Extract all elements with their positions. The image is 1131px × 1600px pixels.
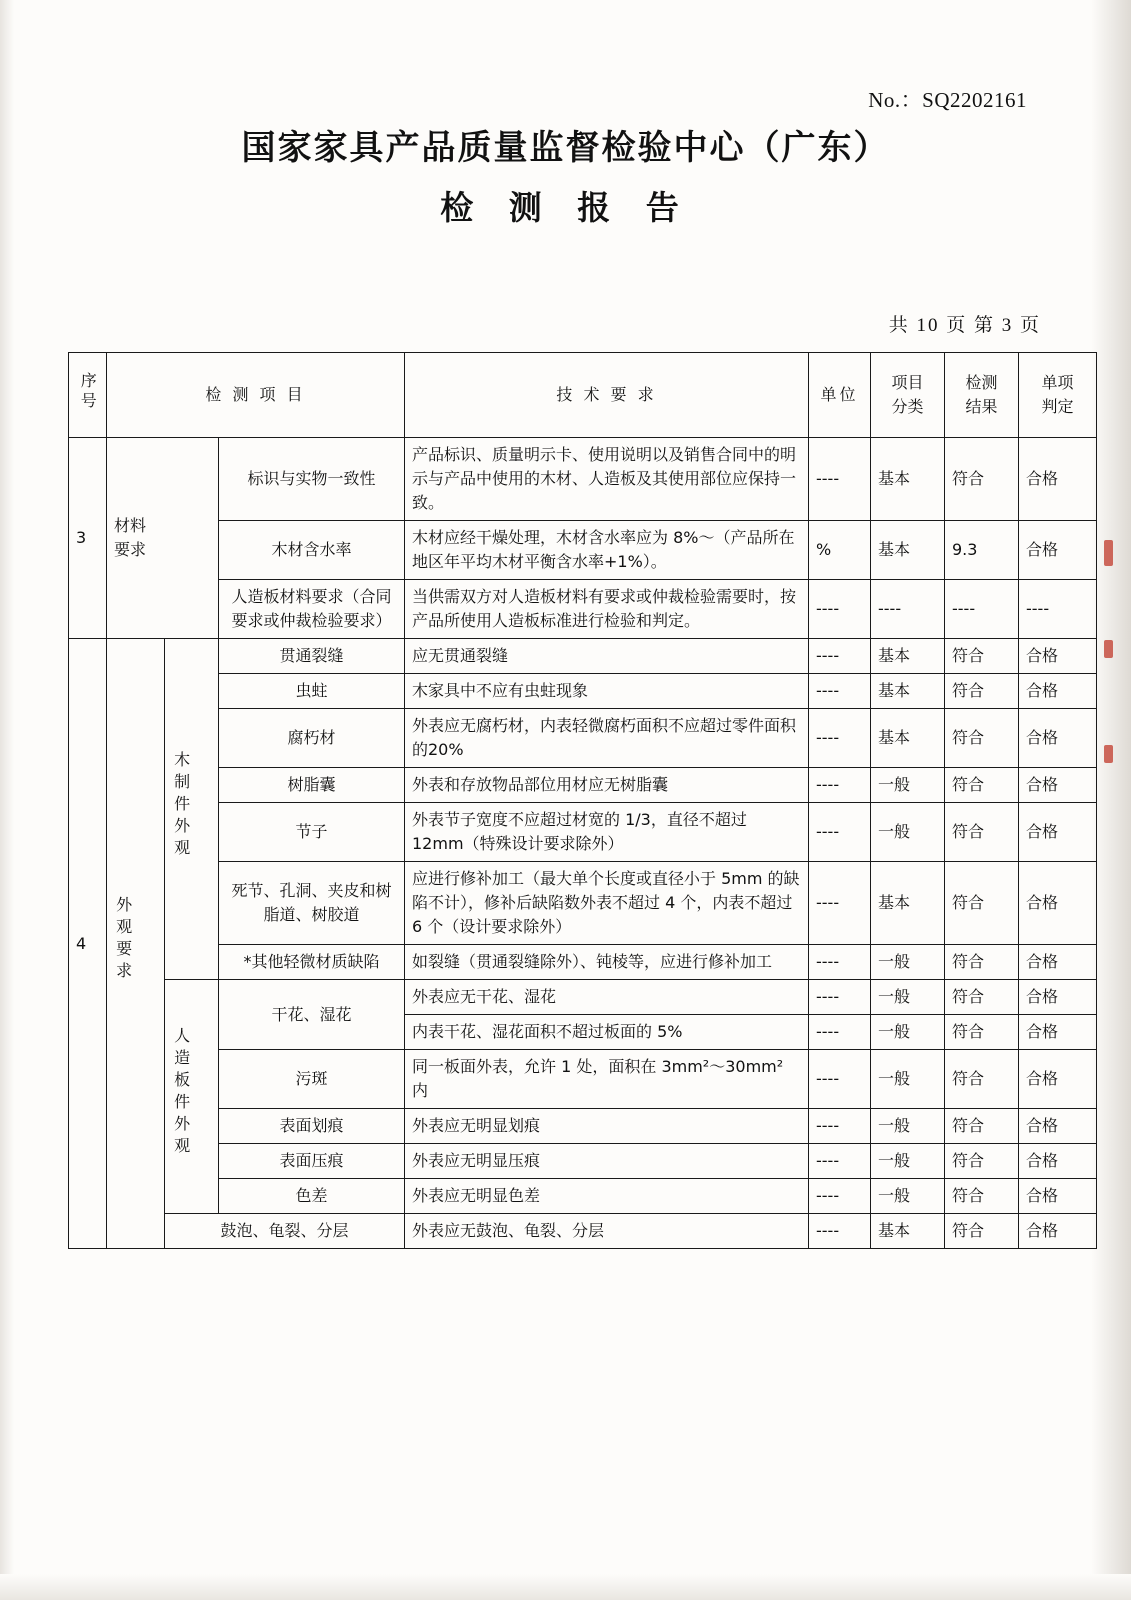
header-classification: 项目 分类	[871, 353, 945, 438]
table-row	[69, 1109, 1097, 1144]
item-result: 符合	[945, 1109, 1019, 1144]
item-requirement: 外表和存放物品部位用材应无树脂囊	[405, 768, 809, 803]
item-classification: 基本	[871, 1214, 945, 1249]
page-subtitle: 检 测 报 告	[440, 188, 691, 227]
item-unit: %	[809, 521, 871, 580]
item-requirement: 木材应经干燥处理，木材含水率应为 8%～（产品所在地区年平均木材平衡含水率+1%）。	[405, 521, 809, 580]
table-row	[69, 980, 1097, 1015]
item-result: 符合	[945, 1214, 1019, 1249]
item-result: 符合	[945, 1144, 1019, 1179]
item-name: *其他轻微材质缺陷	[219, 945, 405, 980]
page-edge-left	[0, 0, 14, 1600]
row-seq: 4	[69, 639, 107, 1249]
item-result: 符合	[945, 1015, 1019, 1050]
table-row	[69, 709, 1097, 768]
item-classification: 一般	[871, 1109, 945, 1144]
table-row	[69, 674, 1097, 709]
item-result: 符合	[945, 674, 1019, 709]
item-name: 表面划痕	[219, 1109, 405, 1144]
table-row	[69, 945, 1097, 980]
item-verdict: 合格	[1019, 768, 1097, 803]
item-classification: 一般	[871, 1179, 945, 1214]
item-result: ----	[945, 580, 1019, 639]
table-row	[69, 438, 1097, 521]
item-classification: 一般	[871, 803, 945, 862]
red-margin-mark	[1104, 540, 1113, 566]
item-name: 木材含水率	[219, 521, 405, 580]
item-requirement: 如裂缝（贯通裂缝除外）、钝棱等，应进行修补加工	[405, 945, 809, 980]
inspection-results-table	[68, 352, 1097, 1249]
item-classification: 一般	[871, 1144, 945, 1179]
item-classification: 基本	[871, 674, 945, 709]
item-unit: ----	[809, 945, 871, 980]
item-unit: ----	[809, 1144, 871, 1179]
item-verdict: 合格	[1019, 1144, 1097, 1179]
table-row	[69, 768, 1097, 803]
table-row	[69, 580, 1097, 639]
subgroup-label-panel: 人造板件外观	[165, 980, 219, 1214]
table-row	[69, 1144, 1097, 1179]
item-verdict: 合格	[1019, 639, 1097, 674]
item-verdict: 合格	[1019, 1050, 1097, 1109]
item-verdict: 合格	[1019, 709, 1097, 768]
item-result: 符合	[945, 438, 1019, 521]
row-seq: 3	[69, 438, 107, 639]
item-verdict: 合格	[1019, 674, 1097, 709]
page-count: 共 10 页 第 3 页	[888, 315, 1041, 336]
table-row	[69, 521, 1097, 580]
item-name: 色差	[219, 1179, 405, 1214]
item-result: 符合	[945, 803, 1019, 862]
item-verdict: 合格	[1019, 862, 1097, 945]
item-requirement: 应无贯通裂缝	[405, 639, 809, 674]
item-result: 符合	[945, 768, 1019, 803]
item-requirement: 外表节子宽度不应超过材宽的 1/3，直径不超过 12mm（特殊设计要求除外）	[405, 803, 809, 862]
item-unit: ----	[809, 862, 871, 945]
red-margin-mark	[1104, 745, 1113, 763]
table-row	[69, 1179, 1097, 1214]
header-verdict: 单项 判定	[1019, 353, 1097, 438]
item-classification: 基本	[871, 862, 945, 945]
item-requirement: 外表应无腐朽材，内表轻微腐朽面积不应超过零件面积的20%	[405, 709, 809, 768]
page-edge-bottom	[0, 1574, 1131, 1600]
item-unit: ----	[809, 768, 871, 803]
item-result: 符合	[945, 980, 1019, 1015]
item-result: 符合	[945, 862, 1019, 945]
table-row	[69, 803, 1097, 862]
item-verdict: ----	[1019, 580, 1097, 639]
item-name: 贯通裂缝	[219, 639, 405, 674]
item-requirement: 应进行修补加工（最大单个长度或直径小于 5mm 的缺陷不计），修补后缺陷数外表不超过 4 个，内表不超过 6 个（设计要求除外）	[405, 862, 809, 945]
item-unit: ----	[809, 1050, 871, 1109]
item-name: 污斑	[219, 1050, 405, 1109]
item-result: 符合	[945, 709, 1019, 768]
item-classification: 一般	[871, 1050, 945, 1109]
item-name: 鼓泡、龟裂、分层	[165, 1214, 405, 1249]
item-requirement: 外表应无明显划痕	[405, 1109, 809, 1144]
item-verdict: 合格	[1019, 1179, 1097, 1214]
item-unit: ----	[809, 438, 871, 521]
item-requirement: 内表干花、湿花面积不超过板面的 5%	[405, 1015, 809, 1050]
item-verdict: 合格	[1019, 980, 1097, 1015]
item-unit: ----	[809, 709, 871, 768]
item-requirement: 当供需双方对人造板材料有要求或仲裁检验需要时，按产品所使用人造板标准进行检验和判定。	[405, 580, 809, 639]
page-title: 国家家具产品质量监督检验中心（广东）	[241, 128, 890, 168]
report-number-label: No.：	[868, 88, 923, 112]
item-verdict: 合格	[1019, 1015, 1097, 1050]
header-seq: 序号	[69, 353, 107, 438]
header-result: 检测 结果	[945, 353, 1019, 438]
item-classification: 一般	[871, 1015, 945, 1050]
item-classification: ----	[871, 580, 945, 639]
report-number-value: SQ2202161	[922, 88, 1027, 112]
item-requirement: 外表应无明显色差	[405, 1179, 809, 1214]
group-label-material: 材料 要求	[107, 438, 219, 639]
item-requirement: 木家具中不应有虫蛀现象	[405, 674, 809, 709]
item-result: 符合	[945, 639, 1019, 674]
item-classification: 基本	[871, 639, 945, 674]
item-unit: ----	[809, 1214, 871, 1249]
item-classification: 基本	[871, 438, 945, 521]
item-verdict: 合格	[1019, 945, 1097, 980]
item-requirement: 外表应无鼓泡、龟裂、分层	[405, 1214, 809, 1249]
group-label-appearance: 外观要求	[107, 639, 165, 1249]
item-name: 干花、湿花	[219, 980, 405, 1050]
item-name: 表面压痕	[219, 1144, 405, 1179]
item-name: 人造板材料要求（合同要求或仲裁检验要求）	[219, 580, 405, 639]
item-name: 节子	[219, 803, 405, 862]
item-name: 树脂囊	[219, 768, 405, 803]
item-result: 9.3	[945, 521, 1019, 580]
item-unit: ----	[809, 1179, 871, 1214]
item-requirement: 产品标识、质量明示卡、使用说明以及销售合同中的明示与产品中使用的木材、人造板及其使用部位应保持一致。	[405, 438, 809, 521]
item-unit: ----	[809, 1015, 871, 1050]
item-requirement: 外表应无干花、湿花	[405, 980, 809, 1015]
item-verdict: 合格	[1019, 803, 1097, 862]
item-verdict: 合格	[1019, 1109, 1097, 1144]
item-requirement: 同一板面外表，允许 1 处，面积在 3mm²～30mm² 内	[405, 1050, 809, 1109]
item-verdict: 合格	[1019, 1214, 1097, 1249]
table-header-row	[69, 353, 1097, 438]
table-row	[69, 862, 1097, 945]
item-result: 符合	[945, 1179, 1019, 1214]
red-margin-mark	[1104, 640, 1113, 658]
header-unit: 单位	[809, 353, 871, 438]
item-unit: ----	[809, 580, 871, 639]
item-verdict: 合格	[1019, 521, 1097, 580]
item-unit: ----	[809, 1109, 871, 1144]
table-row	[69, 1050, 1097, 1109]
item-classification: 一般	[871, 768, 945, 803]
item-result: 符合	[945, 1050, 1019, 1109]
item-name: 虫蛀	[219, 674, 405, 709]
item-unit: ----	[809, 674, 871, 709]
table-row	[69, 1214, 1097, 1249]
item-unit: ----	[809, 980, 871, 1015]
item-verdict: 合格	[1019, 438, 1097, 521]
item-name: 腐朽材	[219, 709, 405, 768]
table-row	[69, 639, 1097, 674]
item-requirement: 外表应无明显压痕	[405, 1144, 809, 1179]
item-name: 死节、孔洞、夹皮和树脂道、树胶道	[219, 862, 405, 945]
page-edge-right	[1091, 0, 1131, 1600]
header-item: 检 测 项 目	[107, 353, 405, 438]
item-classification: 一般	[871, 980, 945, 1015]
header-requirement: 技 术 要 求	[405, 353, 809, 438]
item-classification: 基本	[871, 709, 945, 768]
subgroup-label-wood: 木制件外观	[165, 639, 219, 980]
item-classification: 一般	[871, 945, 945, 980]
item-name: 标识与实物一致性	[219, 438, 405, 521]
item-unit: ----	[809, 639, 871, 674]
item-unit: ----	[809, 803, 871, 862]
item-result: 符合	[945, 945, 1019, 980]
report-number	[868, 84, 1027, 114]
item-classification: 基本	[871, 521, 945, 580]
